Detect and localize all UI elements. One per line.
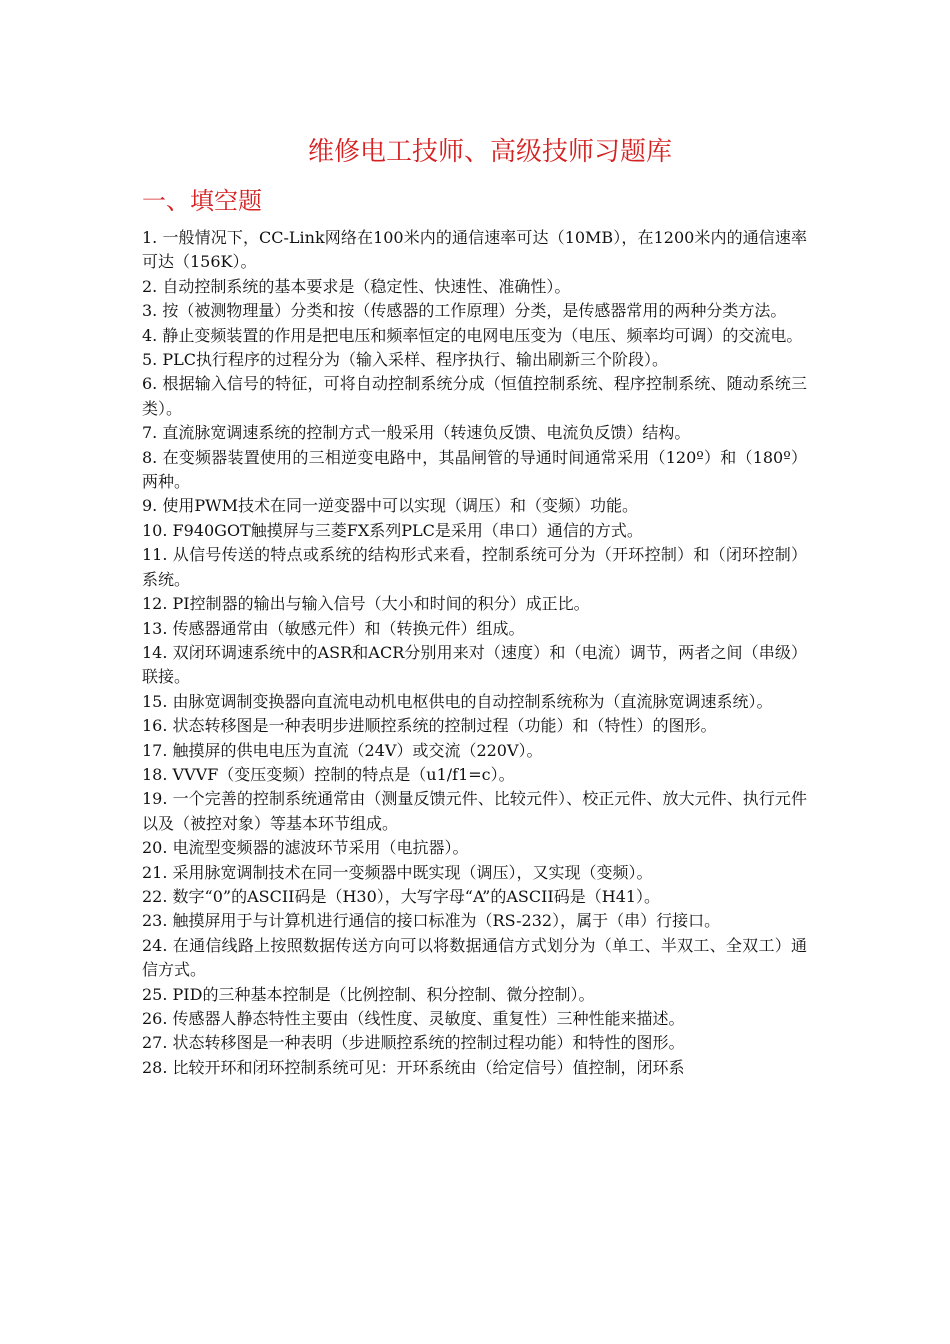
list-item: 22. 数字“0”的ASCII码是（H30），大写字母“A”的ASCII码是（H41）。 <box>142 886 661 906</box>
list-item: 8. 在变频器装置使用的三相逆变电路中，其晶闸管的导通时间通常采用（120º）和（180º）两种。 <box>142 447 807 492</box>
page-title: 维修电工技师、高级技师习题库 <box>307 137 672 167</box>
list-item: 27. 状态转移图是一种表明（步进顺控系统的控制过程功能）和特性的图形。 <box>142 1033 685 1053</box>
list-item: 1. 一般情况下，CC-Link网络在100米内的通信速率可达（10MB），在1200米内的通信速率可达（156K）。 <box>142 228 807 272</box>
list-item: 25. PID的三种基本控制是（比例控制、积分控制、微分控制）。 <box>142 984 595 1004</box>
list-item: 5. PLC执行程序的过程分为（输入采样、程序执行、输出刷新三个阶段）。 <box>142 350 668 370</box>
list-item: 17. 触摸屏的供电电压为直流（24V）或交流（220V）。 <box>142 740 543 760</box>
list-item: 10. F940GOT触摸屏与三菱FX系列PLC是采用（串口）通信的方式。 <box>142 520 643 540</box>
list-item: 23. 触摸屏用于与计算机进行通信的接口标准为（RS-232），属于（串）行接口。 <box>142 911 721 931</box>
list-item: 14. 双闭环调速系统中的ASR和ACR分别用来对（速度）和（电流）调节，两者之间（串级）联接。 <box>142 642 807 687</box>
section-heading: 一、填空题 <box>142 187 262 215</box>
list-item: 12. PI控制器的输出与输入信号（大小和时间的积分）成正比。 <box>142 594 590 614</box>
list-item: 6. 根据输入信号的特征，可将自动控制系统分成（恒值控制系统、程序控制系统、随动系统三类）。 <box>142 374 807 418</box>
list-item: 18. VVVF（变压变频）控制的特点是（u1/f1=c）。 <box>142 764 515 784</box>
list-item: 19. 一个完善的控制系统通常由（测量反馈元件、比较元件）、校正元件、放大元件、执行元件以及（被控对象）等基本环节组成。 <box>142 789 807 833</box>
list-item: 2. 自动控制系统的基本要求是（稳定性、快速性、准确性）。 <box>142 276 571 296</box>
list-item: 7. 直流脉宽调速系统的控制方式一般采用（转速负反馈、电流负反馈）结构。 <box>142 423 691 443</box>
list-item: 28. 比较开环和闭环控制系统可见：开环系统由（给定信号）值控制，闭环系 <box>142 1057 685 1077</box>
list-item: 11. 从信号传送的特点或系统的结构形式来看，控制系统可分为（开环控制）和（闭环控制）系统。 <box>142 545 807 589</box>
list-item: 4. 静止变频装置的作用是把电压和频率恒定的电网电压变为（电压、频率均可调）的交流电。 <box>142 325 803 345</box>
list-item: 3. 按（被测物理量）分类和按（传感器的工作原理）分类，是传感器常用的两种分类方法。 <box>142 301 787 321</box>
list-item: 20. 电流型变频器的滤波环节采用（电抗器）。 <box>142 838 469 858</box>
list-item: 16. 状态转移图是一种表明步进顺控系统的控制过程（功能）和（特性）的图形。 <box>142 716 717 736</box>
list-item: 9. 使用PWM技术在同一逆变器中可以实现（调压）和（变频）功能。 <box>142 496 638 516</box>
list-item: 13. 传感器通常由（敏感元件）和（转换元件）组成。 <box>142 618 525 638</box>
question-list <box>142 226 807 1080</box>
list-item: 15. 由脉宽调制变换器向直流电动机电枢供电的自动控制系统称为（直流脉宽调速系统）。 <box>142 691 773 711</box>
list-item: 21. 采用脉宽调制技术在同一变频器中既实现（调压），又实现（变频）。 <box>142 862 653 882</box>
list-item: 26. 传感器人静态特性主要由（线性度、灵敏度、重复性）三种性能来描述。 <box>142 1009 685 1028</box>
list-item: 24. 在通信线路上按照数据传送方向可以将数据通信方式划分为（单工、半双工、全双工）通信方式。 <box>142 935 807 980</box>
